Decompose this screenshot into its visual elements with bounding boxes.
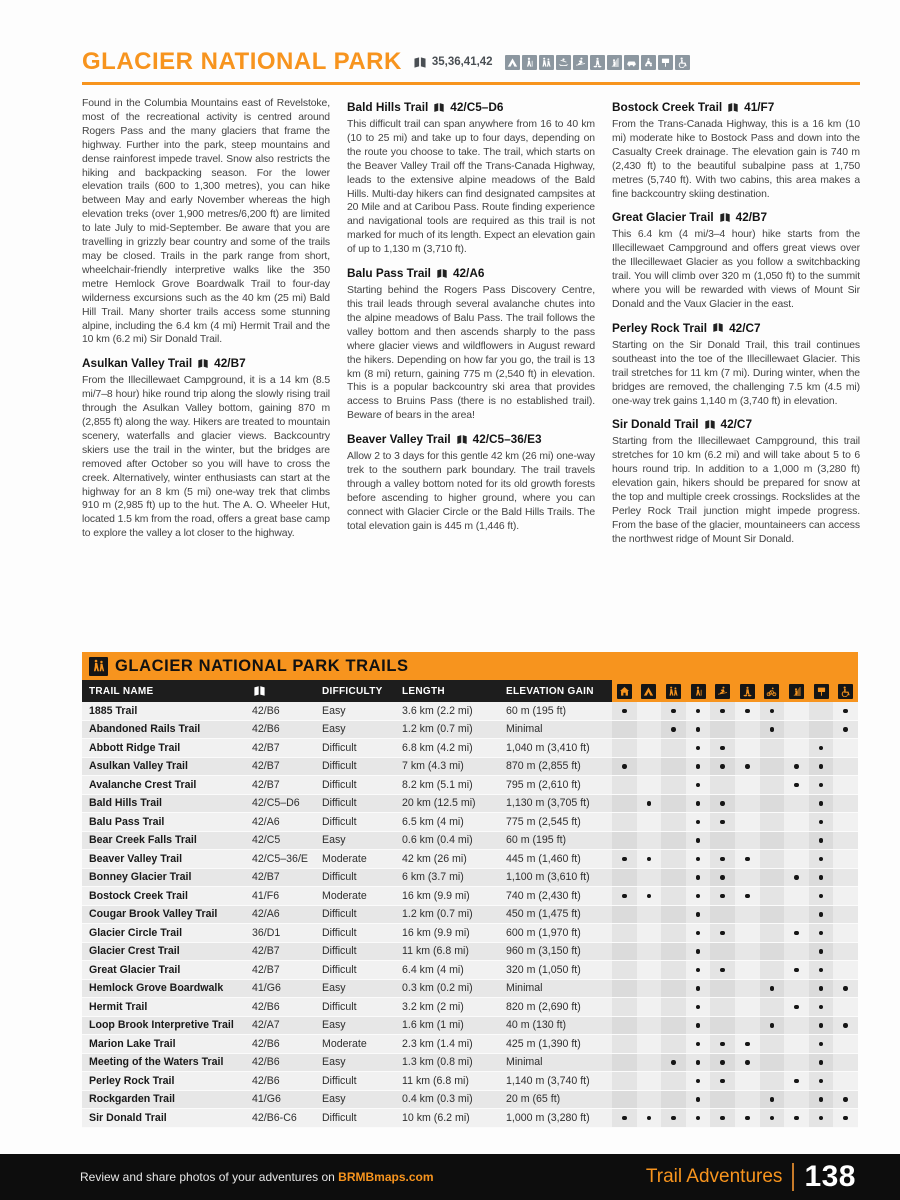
trail-difficulty: Difficult	[322, 963, 357, 976]
atv-icon	[641, 55, 656, 70]
trail-name: 1885 Trail	[89, 704, 138, 717]
trail-map-ref: 42/B7	[252, 741, 280, 754]
trail-length: 7 km (4.3 mi)	[402, 760, 464, 773]
trail-name: Avalanche Crest Trail	[89, 778, 197, 791]
section-body: This 6.4 km (4 mi/3–4 hour) hike starts from the Illecillewaet Campground and offers great views over the Illecillewaet Glacier as you follow a switchbacking trail. You will climb over 320 m (1,050 ft) to the summit where you will be rewarded with views of Mount Sir Donald and the Vaux Glacier in the east.	[612, 229, 860, 310]
trail-length: 20 km (12.5 mi)	[402, 797, 476, 810]
trail-elevation: Minimal	[506, 1056, 543, 1069]
climbing-icon	[607, 55, 622, 70]
trail-difficulty: Moderate	[322, 1037, 367, 1050]
table-row	[82, 1072, 858, 1091]
map-book-icon	[703, 419, 717, 430]
trail-map-ref: 42/B6	[252, 723, 280, 736]
table-row	[82, 758, 858, 777]
section-body: Allow 2 to 3 days for this gentle 42 km (26 mi) one-way trek to the southern park boundary. The trail travels through a valley bottom noted for its old growth forests before ascending to higher ground, where you can connect with Glacier Circle or the Bald Hills Trails. The total elevation gain is 445 m (1,446 ft).	[347, 451, 595, 532]
col-length: LENGTH	[395, 680, 499, 702]
table-row	[82, 980, 858, 999]
trail-name: Hemlock Grove Boardwalk	[89, 982, 224, 995]
trail-name: Bear Creek Falls Trail	[89, 834, 197, 847]
trail-map-ref: 42/A6	[252, 815, 280, 828]
map-book-icon	[196, 358, 210, 369]
trail-name: Perley Rock Trail	[89, 1074, 175, 1087]
trail-map-ref: 42/B7	[252, 945, 280, 958]
trail-map-ref: 42/B7	[252, 778, 280, 791]
trail-map-ref: 42/B6	[252, 1056, 280, 1069]
title-underline	[82, 82, 860, 85]
trail-elevation: 820 m (2,690 ft)	[506, 1000, 581, 1013]
brmb-maps-link[interactable]: BRMBmaps.com	[338, 1170, 434, 1184]
trail-elevation: 1,130 m (3,705 ft)	[506, 797, 590, 810]
trail-elevation: 425 m (1,390 ft)	[506, 1037, 581, 1050]
table-row	[82, 924, 858, 943]
trail-name: Asulkan Valley Trail	[89, 760, 188, 773]
trail-elevation: 20 m (65 ft)	[506, 1093, 561, 1106]
map-book-icon	[711, 322, 725, 333]
table-row	[82, 1054, 858, 1073]
trail-map-ref: 42/C7	[720, 417, 753, 432]
trail-length: 0.6 km (0.4 mi)	[402, 834, 473, 847]
table-row	[82, 906, 858, 925]
trail-difficulty: Difficult	[322, 760, 357, 773]
trail-length: 8.2 km (5.1 mi)	[402, 778, 473, 791]
section-body: Starting from the Illecillewaet Campground, this trail stretches for 10 km (6.2 mi) and will take about 5 to 6 hours round trip. In addition to a 1,000 m (3,280 ft) elevation gain, hikers should be prepared for snow at the top and multiple creek crossings. Rockslides at the Perley Rock Trail junction might impede progress. From the base of the glacier, mountaineers can access the northwest ridge of Mount Sir Donald.	[612, 436, 860, 545]
col-difficulty: DIFFICULTY	[315, 680, 395, 702]
trail-map-ref: 41/G6	[252, 1093, 281, 1106]
trail-elevation: 1,000 m (3,280 ft)	[506, 1111, 590, 1124]
table-header-row	[82, 680, 858, 702]
trail-length: 6.5 km (4 mi)	[402, 815, 464, 828]
trail-map-ref: 42/B6	[252, 704, 280, 717]
trail-elevation: Minimal	[506, 723, 543, 736]
trail-name: Bald Hills Trail	[89, 797, 163, 810]
trail-difficulty: Easy	[322, 1093, 346, 1106]
page-header	[82, 48, 860, 85]
table-row	[82, 943, 858, 962]
trail-name: Rockgarden Trail	[89, 1093, 175, 1106]
table-row	[82, 776, 858, 795]
table-row	[82, 869, 858, 888]
table-row	[82, 739, 858, 758]
trail-map-ref: 42/B7	[214, 356, 246, 371]
climbing-icon	[784, 680, 809, 702]
trail-map-ref: 42/B6-C6	[252, 1111, 297, 1124]
section-body: This difficult trail can span anywhere from 16 to 40 km (10 to 25 mi) and take up to four days, depending on the route you choose to take. The trail, which starts on the Beaver Valley Trail off the Trans-Canada Highway, leads to the extensive alpine meadows of the Bald Hills. Multi-day hikers can find designated campsites at 20 Mile and at Caribou Pass. Route finding experience and navigational tools are required as this trail is not marked for much of its length. Expect an elevation gain of up to 1,130 m (3,710 ft).	[347, 119, 595, 256]
trail-elevation: Minimal	[506, 982, 543, 995]
trail-map-ref: 42/A6	[452, 266, 485, 281]
trail-elevation: 775 m (2,545 ft)	[506, 815, 581, 828]
table-title-band	[82, 652, 858, 680]
article-column-1	[82, 97, 330, 647]
table-row	[82, 1091, 858, 1110]
trail-map-ref: 42/C5–36/E3	[472, 432, 542, 447]
trail-difficulty: Difficult	[322, 815, 357, 828]
trail-name: Bostock Creek Trail	[89, 889, 188, 902]
camping-icon	[637, 680, 662, 702]
trail-elevation: 870 m (2,855 ft)	[506, 760, 581, 773]
section-heading	[612, 210, 860, 224]
wheelchair-icon	[833, 680, 858, 702]
camping-icon	[505, 55, 520, 70]
trail-length: 16 km (9.9 mi)	[402, 926, 470, 939]
table-row	[82, 813, 858, 832]
paddling-icon	[556, 55, 571, 70]
trail-difficulty: Easy	[322, 723, 346, 736]
backpacking-icon	[661, 680, 686, 702]
map-book-icon	[726, 102, 740, 113]
section-heading	[612, 100, 860, 114]
hiking-icon	[539, 55, 554, 70]
trail-difficulty: Difficult	[322, 908, 357, 921]
trail-elevation: 450 m (1,475 ft)	[506, 908, 581, 921]
trail-map-ref: 42/B7	[252, 760, 280, 773]
trail-name: Sir Donald Trail	[89, 1111, 167, 1124]
trail-difficulty: Easy	[322, 982, 346, 995]
map-reference-numbers: 35,36,41,42	[431, 56, 493, 68]
trail-difficulty: Difficult	[322, 741, 357, 754]
trail-difficulty: Difficult	[322, 797, 357, 810]
table-row	[82, 1035, 858, 1054]
trail-difficulty: Moderate	[322, 852, 367, 865]
interpretive-trail-icon	[658, 55, 673, 70]
trail-heading: Perley Rock Trail	[612, 320, 708, 335]
trail-heading: Bostock Creek Trail	[612, 100, 723, 114]
table-row	[82, 850, 858, 869]
trail-difficulty: Easy	[322, 1056, 346, 1069]
trail-elevation: 960 m (3,150 ft)	[506, 945, 581, 958]
trail-map-ref: 41/G6	[252, 982, 281, 995]
trail-elevation: 60 m (195 ft)	[506, 834, 567, 847]
trail-map-ref: 42/C5–36/E	[252, 852, 308, 865]
table-title: GLACIER NATIONAL PARK TRAILS	[115, 656, 409, 675]
trail-map-ref: 42/C5–D6	[450, 100, 504, 114]
trail-map-ref: 42/C5–D6	[252, 797, 300, 810]
trail-difficulty: Moderate	[322, 889, 367, 902]
trail-map-ref: 42/B7	[735, 210, 768, 225]
walking-icon	[522, 55, 537, 70]
trail-name: Cougar Brook Valley Trail	[89, 908, 218, 921]
trail-name: Great Glacier Trail	[89, 963, 181, 976]
trail-map-ref: 42/A7	[252, 1019, 280, 1032]
trail-elevation: 40 m (130 ft)	[506, 1019, 567, 1032]
section-heading	[612, 417, 860, 431]
section-heading	[82, 356, 330, 370]
trail-difficulty: Difficult	[322, 871, 357, 884]
trail-length: 1.2 km (0.7 mi)	[402, 723, 473, 736]
intro-paragraph: Found in the Columbia Mountains east of Revelstoke, most of the recreational activity is centred around Rogers Pass and the many glaciers that frame the highway. Further into the park, steep mountains and dense rainforest impede travel. Snow also restricts the hiking and backpacking season. For the lower elevation trails (600 to 1,300 metres), you can hike between May and early November whereas the high elevation treks (over 1,900 metres/6,200 ft) are limited to late July to mid-September. Be aware that you are travelling in grizzly bear country and some of the trails may be closed. Trails in the park range from short, wheelchair-friendly interpretive walks like the 350 metre Hemlock Grove Boardwalk Trail to four-day wilderness excursions such as the 40 km (25 mi) Bald Hill Trail. Many shorter trails access some stunning alpine, including the 6.4 km (4 mi) Hermit Trail and the 10 km (6.2 mi) Sir Donald Trail.	[82, 98, 330, 346]
map-book-icon	[435, 268, 449, 279]
interpretive-trail-icon	[809, 680, 834, 702]
section-body: From the Illecillewaet Campground, it is a 14 km (8.5 mi/7–8 hour) hike round trip along the slowly rising trail through the Asulkan Valley bottom, gaining 870 m (2,855 ft) along the way. Hikers are treated to mountain scenery, waterfalls and glacier views. Backcountry skiers use the trail in the winter, but the bridges are removed after October so you will have to cross the creek. Alternatively, winter enthusiasts can start at the highway for an 8 km (5 mi) one-way trek that climbs 910 m (2,985 ft) up to the hut. The A. O. Wheeler Hut, located 1.5 km from the road, offers a great base camp to explore the valley a lot closer to the highway.	[82, 375, 330, 540]
trail-map-ref: 41/F6	[252, 889, 280, 902]
trail-difficulty: Difficult	[322, 1111, 357, 1124]
trail-length: 1.6 km (1 mi)	[402, 1019, 464, 1032]
section-heading	[347, 432, 595, 446]
trail-heading: Asulkan Valley Trail	[82, 356, 193, 371]
trail-name: Glacier Crest Trail	[89, 945, 180, 958]
trail-map-ref: 42/C7	[729, 320, 761, 335]
hiking-icon	[686, 680, 711, 702]
trail-elevation: 1,140 m (3,740 ft)	[506, 1074, 590, 1087]
table-row	[82, 832, 858, 851]
trail-map-ref: 42/A6	[252, 908, 280, 921]
map-book-icon	[455, 434, 469, 445]
trail-elevation: 795 m (2,610 ft)	[506, 778, 581, 791]
trail-elevation: 1,040 m (3,410 ft)	[506, 741, 590, 754]
trail-map-ref: 42/B6	[252, 1000, 280, 1013]
col-map-ref	[245, 680, 315, 702]
table-row	[82, 998, 858, 1017]
trail-name: Abbott Ridge Trail	[89, 741, 181, 754]
trail-length: 6.8 km (4.2 mi)	[402, 741, 473, 754]
trail-difficulty: Easy	[322, 1019, 346, 1032]
trail-elevation: 600 m (1,970 ft)	[506, 926, 581, 939]
cycling-icon	[760, 680, 785, 702]
trail-heading: Bald Hills Trail	[347, 100, 429, 114]
trail-length: 42 km (26 mi)	[402, 852, 467, 865]
trail-name: Balu Pass Trail	[89, 815, 165, 828]
trail-length: 1.2 km (0.7 mi)	[402, 908, 473, 921]
trail-length: 2.3 km (1.4 mi)	[402, 1037, 473, 1050]
snowshoeing-icon	[590, 55, 605, 70]
trail-elevation: 320 m (1,050 ft)	[506, 963, 581, 976]
trail-length: 1.3 km (0.8 mi)	[402, 1056, 473, 1069]
trail-difficulty: Difficult	[322, 945, 357, 958]
section-label: Trail Adventures	[645, 1166, 783, 1187]
section-heading	[612, 321, 860, 335]
trail-heading: Beaver Valley Trail	[347, 432, 451, 447]
table-row	[82, 721, 858, 740]
trail-elevation: 60 m (195 ft)	[506, 704, 567, 717]
article-columns	[82, 97, 860, 647]
trail-map-ref: 42/B6	[252, 1074, 280, 1087]
trail-length: 10 km (6.2 mi)	[402, 1111, 470, 1124]
backcountry-skiing-icon	[710, 680, 735, 702]
trail-difficulty: Difficult	[322, 926, 357, 939]
col-trail-name: TRAIL NAME	[82, 680, 245, 702]
backcountry-skiing-icon	[573, 55, 588, 70]
map-reference	[412, 56, 493, 69]
table-row	[82, 702, 858, 721]
trail-elevation: 1,100 m (3,610 ft)	[506, 871, 590, 884]
trail-length: 3.6 km (2.2 mi)	[402, 704, 473, 717]
table-row	[82, 961, 858, 980]
trail-name: Abandoned Rails Trail	[89, 723, 201, 736]
trail-name: Hermit Trail	[89, 1000, 148, 1013]
trail-length: 6 km (3.7 mi)	[402, 871, 464, 884]
table-row	[82, 887, 858, 906]
trail-length: 0.4 km (0.3 mi)	[402, 1093, 473, 1106]
snowshoeing-icon	[735, 680, 760, 702]
page-footer	[0, 1154, 900, 1200]
footer-message	[80, 1170, 434, 1184]
trail-elevation: 740 m (2,430 ft)	[506, 889, 581, 902]
col-elevation: ELEVATION GAIN	[499, 680, 612, 702]
trail-map-ref: 42/B7	[252, 963, 280, 976]
section-body: Starting on the Sir Donald Trail, this trail continues southeast into the toe of the Illecillewaet Glacier. This trail stretches for 11 km (7 mi). During winter, when the bridges are removed, the challenging 7.5 km (4.5 mi) one-way trek gains 1,140 m (3,740 ft) in elevation.	[612, 339, 860, 407]
trail-length: 0.3 km (0.2 mi)	[402, 982, 473, 995]
map-book-icon	[718, 212, 732, 223]
wheelchair-icon	[675, 55, 690, 70]
trail-name: Beaver Valley Trail	[89, 852, 183, 865]
trail-map-ref: 42/C5	[252, 834, 281, 847]
trail-length: 3.2 km (2 mi)	[402, 1000, 464, 1013]
trail-length: 11 km (6.8 mi)	[402, 1074, 469, 1087]
trail-name: Loop Brook Interpretive Trail	[89, 1019, 234, 1032]
trail-heading: Great Glacier Trail	[612, 210, 714, 225]
trail-name: Bonney Glacier Trail	[89, 871, 192, 884]
page-title: GLACIER NATIONAL PARK	[82, 48, 402, 75]
trail-difficulty: Difficult	[322, 778, 357, 791]
section-body: From the Trans-Canada Highway, this is a 16 km (10 mi) moderate hike to Bostock Pass and down into the Casualty Creek drainage. The elevation gain is 740 m (2,430 ft) to the beautiful subalpine pass at 1,750 metres (5,740 ft). With two cabins, this area makes a fine backcountry skiing destination.	[612, 119, 860, 200]
article-column-3	[612, 97, 860, 647]
table-row	[82, 795, 858, 814]
trail-heading: Sir Donald Trail	[612, 417, 699, 432]
hut-icon	[612, 680, 637, 702]
trail-name: Marion Lake Trail	[89, 1037, 176, 1050]
trail-name: Meeting of the Waters Trail	[89, 1056, 224, 1069]
map-book-icon	[252, 685, 267, 697]
trail-difficulty: Difficult	[322, 1000, 357, 1013]
trail-difficulty: Easy	[322, 834, 346, 847]
page-number: 138	[804, 1160, 856, 1193]
trail-length: 6.4 km (4 mi)	[402, 963, 464, 976]
trail-map-ref: 42/B7	[252, 871, 280, 884]
trail-map-ref: 36/D1	[252, 926, 281, 939]
trail-map-ref: 42/B6	[252, 1037, 280, 1050]
footer-divider	[792, 1163, 794, 1191]
section-heading	[347, 266, 595, 280]
trail-difficulty: Difficult	[322, 1074, 357, 1087]
section-body: Starting behind the Rogers Pass Discovery Centre, this trail leads through several avalanche chutes into the alpine meadows of Balu Pass. The trail follows the valley bottom and then ascends sharply to the pass where glacier views and wildflowers in August reward the hikers. Depending on how far you go, the trail is 13 km (8 mi) return, gaining 775 m (2,540 ft) in elevation. This is a popular backcountry ski area that provides access to Bruins Pass (there is no established trail). Beware of bears in the area!	[347, 285, 595, 422]
table-row	[82, 1109, 858, 1128]
trail-difficulty: Easy	[322, 704, 346, 717]
trail-elevation: 445 m (1,460 ft)	[506, 852, 581, 865]
table-row	[82, 1017, 858, 1036]
hiking-icon	[89, 657, 108, 676]
trails-table	[82, 652, 858, 1128]
activity-icon-strip	[505, 55, 690, 70]
trail-name: Glacier Circle Trail	[89, 926, 183, 939]
article-column-2	[347, 97, 595, 647]
trail-length: 16 km (9.9 mi)	[402, 889, 470, 902]
map-book-icon	[432, 102, 446, 113]
section-heading	[347, 100, 595, 114]
trail-heading: Balu Pass Trail	[347, 266, 431, 281]
trail-length: 11 km (6.8 mi)	[402, 945, 469, 958]
map-book-icon	[412, 56, 428, 69]
trail-map-ref: 41/F7	[744, 100, 775, 114]
footer-text: Review and share photos of your adventures on	[80, 1170, 339, 1184]
boating-icon	[624, 55, 639, 70]
